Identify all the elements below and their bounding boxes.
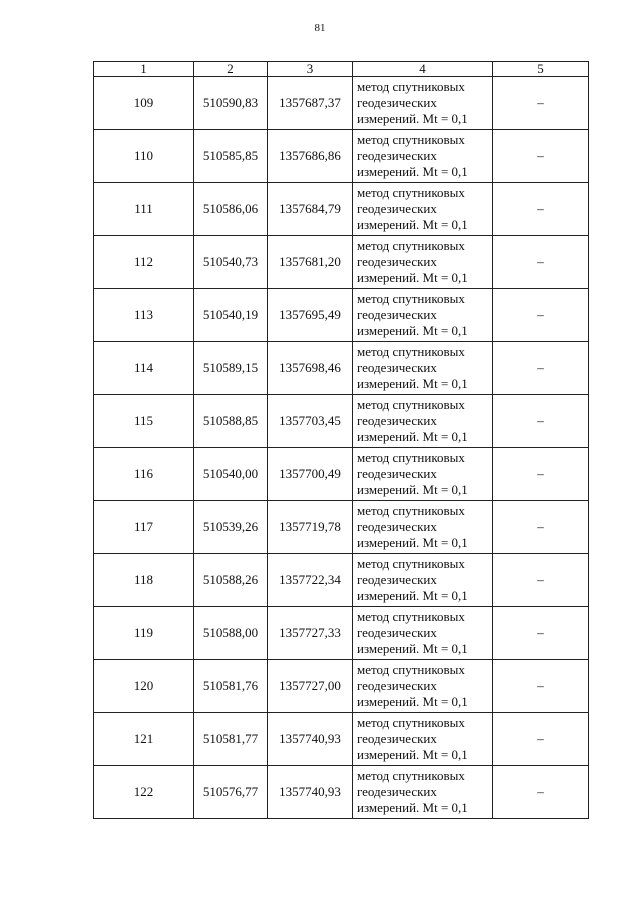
col5-cell: – [493, 77, 589, 130]
header-row [94, 62, 589, 77]
method-line: геодезических [357, 731, 437, 746]
table-row [94, 554, 589, 607]
method-line: измерений. Mt = 0,1 [357, 694, 468, 709]
method-line: измерений. Mt = 0,1 [357, 164, 468, 179]
point-number-cell: 117 [94, 501, 194, 554]
y-coordinate-cell: 1357700,49 [268, 448, 353, 501]
header-col-2: 2 [194, 62, 268, 77]
col5-cell: – [493, 395, 589, 448]
method-line: геодезических [357, 784, 437, 799]
method-cell [353, 289, 493, 342]
method-line: метод спутниковых [357, 344, 465, 359]
table-header [94, 62, 589, 77]
method-line: измерений. Mt = 0,1 [357, 323, 468, 338]
method-line: метод спутниковых [357, 450, 465, 465]
method-line: измерений. Mt = 0,1 [357, 482, 468, 497]
method-cell [353, 766, 493, 819]
table-row [94, 660, 589, 713]
point-number-cell: 109 [94, 77, 194, 130]
method-line: геодезических [357, 254, 437, 269]
method-line: метод спутниковых [357, 397, 465, 412]
table-row [94, 342, 589, 395]
x-coordinate-cell: 510588,26 [194, 554, 268, 607]
col5-cell: – [493, 660, 589, 713]
col5-cell: – [493, 713, 589, 766]
method-line: метод спутниковых [357, 715, 465, 730]
col5-cell: – [493, 501, 589, 554]
x-coordinate-cell: 510540,00 [194, 448, 268, 501]
col5-cell: – [493, 236, 589, 289]
method-cell [353, 448, 493, 501]
point-number-cell: 114 [94, 342, 194, 395]
point-number-cell: 112 [94, 236, 194, 289]
x-coordinate-cell: 510585,85 [194, 130, 268, 183]
method-line: измерений. Mt = 0,1 [357, 429, 468, 444]
method-line: метод спутниковых [357, 185, 465, 200]
table-row [94, 501, 589, 554]
method-cell [353, 236, 493, 289]
y-coordinate-cell: 1357727,00 [268, 660, 353, 713]
x-coordinate-cell: 510588,85 [194, 395, 268, 448]
point-number-cell: 118 [94, 554, 194, 607]
point-number-cell: 120 [94, 660, 194, 713]
point-number-cell: 111 [94, 183, 194, 236]
method-cell [353, 660, 493, 713]
table-row [94, 395, 589, 448]
method-line: измерений. Mt = 0,1 [357, 111, 468, 126]
table-row [94, 183, 589, 236]
method-line: геодезических [357, 360, 437, 375]
table-row [94, 77, 589, 130]
y-coordinate-cell: 1357703,45 [268, 395, 353, 448]
x-coordinate-cell: 510589,15 [194, 342, 268, 395]
method-line: метод спутниковых [357, 291, 465, 306]
method-line: геодезических [357, 466, 437, 481]
method-line: измерений. Mt = 0,1 [357, 376, 468, 391]
page-number: 81 [314, 22, 326, 34]
point-number-cell: 122 [94, 766, 194, 819]
method-line: геодезических [357, 413, 437, 428]
method-line: измерений. Mt = 0,1 [357, 747, 468, 762]
method-cell [353, 607, 493, 660]
method-cell [353, 554, 493, 607]
table-row [94, 130, 589, 183]
method-line: метод спутниковых [357, 609, 465, 624]
point-number-cell: 113 [94, 289, 194, 342]
x-coordinate-cell: 510540,19 [194, 289, 268, 342]
y-coordinate-cell: 1357687,37 [268, 77, 353, 130]
table-row [94, 448, 589, 501]
y-coordinate-cell: 1357740,93 [268, 766, 353, 819]
method-cell [353, 713, 493, 766]
method-line: измерений. Mt = 0,1 [357, 217, 468, 232]
x-coordinate-cell: 510576,77 [194, 766, 268, 819]
method-line: метод спутниковых [357, 662, 465, 677]
method-line: геодезических [357, 201, 437, 216]
table-row [94, 236, 589, 289]
point-number-cell: 121 [94, 713, 194, 766]
point-number-cell: 119 [94, 607, 194, 660]
y-coordinate-cell: 1357698,46 [268, 342, 353, 395]
point-number-cell: 116 [94, 448, 194, 501]
x-coordinate-cell: 510581,76 [194, 660, 268, 713]
method-line: метод спутниковых [357, 768, 465, 783]
method-line: метод спутниковых [357, 238, 465, 253]
method-cell [353, 183, 493, 236]
table-row [94, 713, 589, 766]
col5-cell: – [493, 766, 589, 819]
y-coordinate-cell: 1357695,49 [268, 289, 353, 342]
col5-cell: – [493, 554, 589, 607]
point-number-cell: 115 [94, 395, 194, 448]
method-line: геодезических [357, 572, 437, 587]
method-line: геодезических [357, 148, 437, 163]
header-col-4: 4 [353, 62, 493, 77]
method-line: метод спутниковых [357, 503, 465, 518]
method-line: метод спутниковых [357, 556, 465, 571]
col5-cell: – [493, 448, 589, 501]
y-coordinate-cell: 1357719,78 [268, 501, 353, 554]
method-cell [353, 342, 493, 395]
method-line: метод спутниковых [357, 132, 465, 147]
method-line: измерений. Mt = 0,1 [357, 588, 468, 603]
y-coordinate-cell: 1357684,79 [268, 183, 353, 236]
method-line: измерений. Mt = 0,1 [357, 800, 468, 815]
y-coordinate-cell: 1357722,34 [268, 554, 353, 607]
col5-cell: – [493, 607, 589, 660]
y-coordinate-cell: 1357740,93 [268, 713, 353, 766]
header-col-1: 1 [94, 62, 194, 77]
method-cell [353, 501, 493, 554]
x-coordinate-cell: 510586,06 [194, 183, 268, 236]
method-line: метод спутниковых [357, 79, 465, 94]
method-line: измерений. Mt = 0,1 [357, 270, 468, 285]
method-line: измерений. Mt = 0,1 [357, 535, 468, 550]
x-coordinate-cell: 510581,77 [194, 713, 268, 766]
method-line: геодезических [357, 307, 437, 322]
method-line: геодезических [357, 625, 437, 640]
col5-cell: – [493, 289, 589, 342]
method-line: измерений. Mt = 0,1 [357, 641, 468, 656]
point-number-cell: 110 [94, 130, 194, 183]
method-line: геодезических [357, 678, 437, 693]
method-cell [353, 130, 493, 183]
x-coordinate-cell: 510540,73 [194, 236, 268, 289]
method-cell [353, 77, 493, 130]
x-coordinate-cell: 510539,26 [194, 501, 268, 554]
x-coordinate-cell: 510588,00 [194, 607, 268, 660]
table-row [94, 289, 589, 342]
header-col-5: 5 [493, 62, 589, 77]
method-line: геодезических [357, 95, 437, 110]
col5-cell: – [493, 183, 589, 236]
y-coordinate-cell: 1357727,33 [268, 607, 353, 660]
y-coordinate-cell: 1357686,86 [268, 130, 353, 183]
table-row [94, 766, 589, 819]
table-body [94, 77, 589, 819]
method-cell [353, 395, 493, 448]
header-col-3: 3 [268, 62, 353, 77]
x-coordinate-cell: 510590,83 [194, 77, 268, 130]
table-row [94, 607, 589, 660]
col5-cell: – [493, 130, 589, 183]
col5-cell: – [493, 342, 589, 395]
coordinates-table [93, 61, 589, 819]
method-line: геодезических [357, 519, 437, 534]
y-coordinate-cell: 1357681,20 [268, 236, 353, 289]
